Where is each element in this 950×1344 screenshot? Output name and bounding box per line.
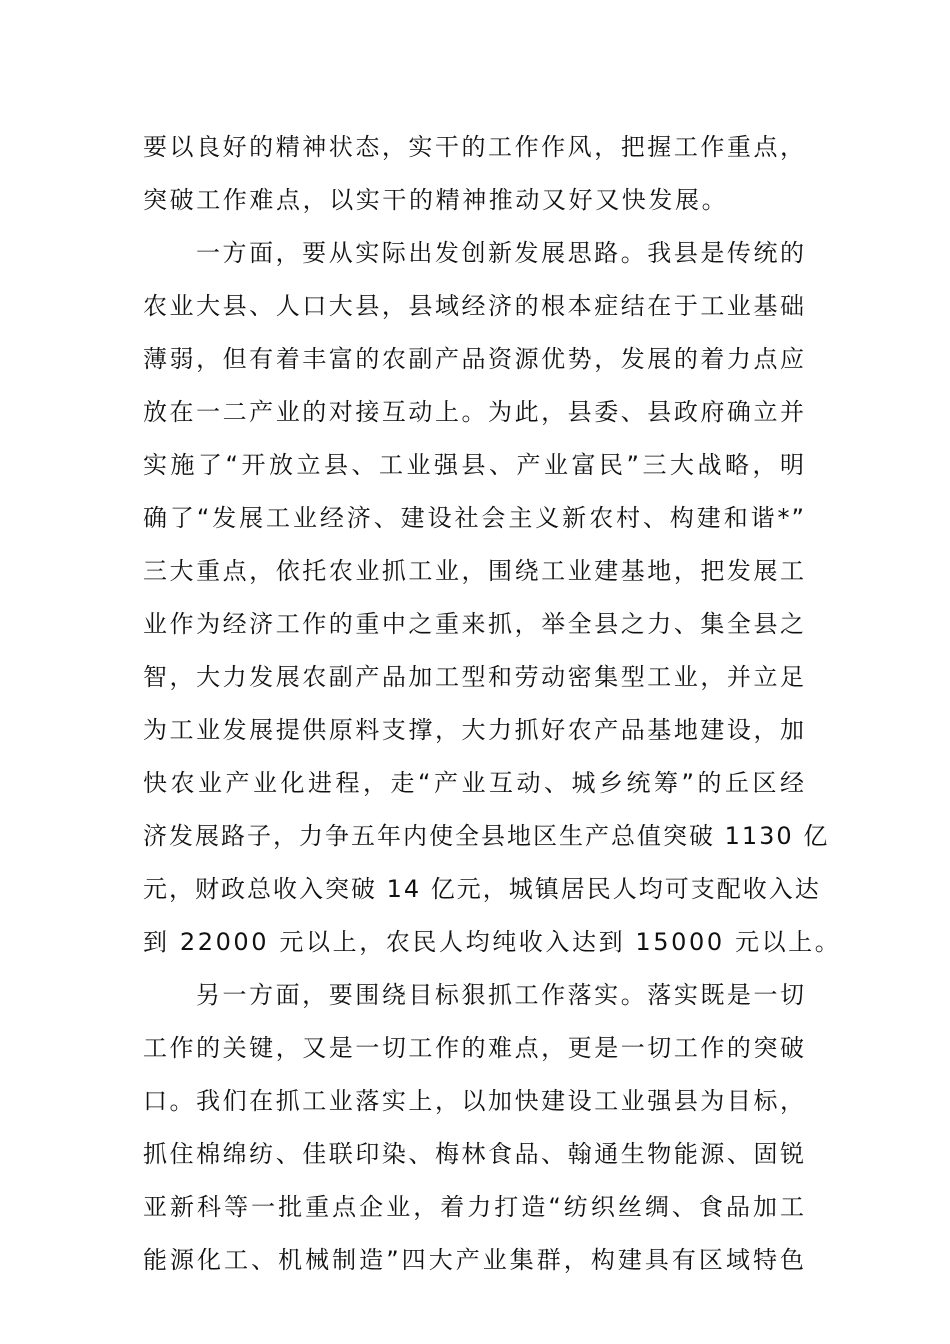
text-line: 到 22000 元以上，农民人均纯收入达到 15000 元以上。 [143, 928, 842, 956]
text-line: 三大重点，依托农业抓工业，围绕工业建基地，把发展工 [143, 557, 806, 585]
text-line: 能源化工、机械制造”四大产业集群，构建具有区域特色 [143, 1246, 806, 1274]
text-line: 一方面，要从实际出发创新发展思路。我县是传统的 [196, 239, 806, 267]
paragraph [143, 969, 806, 1287]
text-line: 济发展路子，力争五年内使全县地区生产总值突破 1130 亿 [143, 822, 830, 850]
text-line: 薄弱，但有着丰富的农副产品资源优势，发展的着力点应 [143, 345, 806, 373]
paragraph [143, 227, 842, 969]
text-line: 为工业发展提供原料支撑，大力抓好农产品基地建设，加 [143, 716, 806, 744]
text-line: 快农业产业化进程，走“产业互动、城乡统筹”的丘区经 [143, 769, 806, 797]
text-line: 亚新科等一批重点企业，着力打造“纺织丝绸、食品加工 [143, 1193, 806, 1221]
text-line: 智，大力发展农副产品加工型和劳动密集型工业，并立足 [143, 663, 806, 691]
text-line: 业作为经济工作的重中之重来抓，举全县之力、集全县之 [143, 610, 806, 638]
text-line: 要以良好的精神状态，实干的工作作风，把握工作重点， [143, 133, 806, 161]
text-line: 元，财政总收入突破 14 亿元，城镇居民人均可支配收入达 [143, 875, 821, 903]
text-line: 口。我们在抓工业落实上，以加快建设工业强县为目标， [143, 1087, 806, 1115]
text-line: 工作的关键，又是一切工作的难点，更是一切工作的突破 [143, 1034, 806, 1062]
text-line: 抓住棉绵纺、佳联印染、梅林食品、翰通生物能源、固锐 [143, 1140, 806, 1168]
paragraph [143, 121, 806, 227]
text-line: 实施了“开放立县、工业强县、产业富民”三大战略，明 [143, 451, 806, 479]
text-line: 另一方面，要围绕目标狠抓工作落实。落实既是一切 [196, 981, 806, 1009]
text-line: 农业大县、人口大县，县域经济的根本症结在于工业基础 [143, 292, 806, 320]
text-line: 突破工作难点，以实干的精神推动又好又快发展。 [143, 186, 729, 214]
document-page [143, 121, 842, 1287]
text-line: 确了“发展工业经济、建设社会主义新农村、构建和谐*” [143, 504, 806, 532]
text-line: 放在一二产业的对接互动上。为此，县委、县政府确立并 [143, 398, 806, 426]
